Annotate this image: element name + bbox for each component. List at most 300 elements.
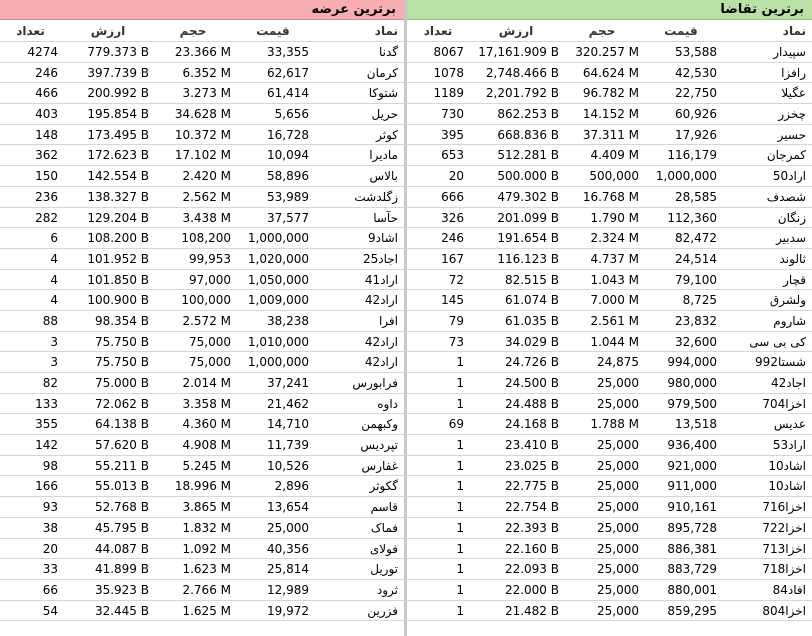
value-cell: 75.750 B	[94, 355, 149, 370]
price-cell: 33,355	[267, 45, 309, 59]
value-cell: 75.750 B	[94, 334, 149, 349]
volume-cell: 25,000	[597, 520, 639, 535]
symbol-cell: فرابورس	[352, 376, 398, 390]
volume-cell: 2.561 M	[590, 313, 639, 328]
symbol-cell: کوثر	[376, 127, 398, 142]
table-row[interactable]	[0, 476, 404, 497]
table-row[interactable]	[0, 456, 404, 477]
table-row[interactable]	[0, 580, 404, 601]
count-cell: 1189	[433, 86, 464, 101]
table-row[interactable]	[0, 145, 404, 166]
price-cell: 13,654	[267, 500, 309, 515]
volume-cell: 75,000	[189, 334, 231, 349]
symbol-cell: اخزا716	[762, 500, 806, 515]
value-cell: 32.445 B	[94, 603, 149, 618]
volume-cell: 1.625 M	[182, 603, 231, 618]
table-row[interactable]	[407, 63, 812, 84]
value-cell: 173.495 B	[87, 127, 149, 142]
value-cell: 195.854 B	[87, 107, 149, 122]
value-cell: 100.900 B	[87, 293, 149, 308]
count-cell: 150	[35, 169, 58, 184]
symbol-cell: اخزا722	[762, 520, 806, 535]
symbol-cell: اجاد25	[362, 251, 398, 266]
count-cell: 20	[42, 541, 58, 556]
volume-cell: 3.358 M	[182, 396, 231, 411]
symbol-cell: افرا	[378, 313, 398, 328]
value-cell: 479.302 B	[497, 189, 559, 204]
count-cell: 145	[441, 293, 464, 308]
price-cell: 883,729	[667, 562, 717, 577]
table-row[interactable]	[0, 63, 404, 84]
price-cell: 25,814	[267, 562, 309, 577]
table-row[interactable]	[407, 394, 812, 415]
table-row[interactable]	[0, 332, 404, 353]
table-row[interactable]	[407, 497, 812, 518]
value-cell: 138.327 B	[87, 189, 149, 204]
count-cell: 326	[441, 210, 464, 225]
table-row[interactable]	[0, 166, 404, 187]
price-cell: 936,400	[667, 438, 717, 453]
table-row[interactable]	[0, 539, 404, 560]
table-row[interactable]	[0, 518, 404, 539]
symbol-cell: حسیر	[777, 127, 806, 142]
volume-cell: 1.043 M	[590, 272, 639, 287]
volume-cell: 96.782 M	[582, 86, 639, 101]
value-cell: 172.623 B	[87, 148, 149, 163]
symbol-cell: اخزا704	[762, 396, 806, 411]
table-row[interactable]	[407, 145, 812, 166]
volume-cell: 1.092 M	[182, 541, 231, 556]
supply-table-body	[0, 42, 404, 621]
price-cell: 53,588	[675, 45, 717, 59]
value-cell: 34.029 B	[504, 334, 559, 349]
value-cell: 45.795 B	[94, 520, 149, 535]
value-cell: 108.200 B	[87, 231, 149, 246]
count-cell: 1	[456, 479, 464, 494]
price-cell: 58,896	[267, 169, 309, 184]
count-cell: 4	[50, 251, 58, 266]
count-cell: 142	[35, 438, 58, 453]
table-row[interactable]	[0, 42, 404, 63]
table-row[interactable]	[0, 249, 404, 270]
volume-cell: 1.788 M	[590, 417, 639, 432]
price-cell: 37,241	[267, 376, 309, 390]
symbol-cell: کمرجان	[766, 148, 806, 163]
price-cell: 1,009,000	[247, 293, 309, 308]
count-cell: 6	[50, 231, 58, 246]
table-row[interactable]	[0, 373, 404, 394]
panel-title: برترین تقاضا	[407, 0, 812, 20]
table-row[interactable]	[407, 208, 812, 229]
value-cell: 500.000 B	[497, 169, 559, 184]
price-cell: 886,381	[667, 541, 717, 556]
value-cell: 2,201.792 B	[485, 86, 559, 101]
price-cell: 859,295	[667, 603, 717, 618]
count-cell: 1078	[433, 65, 464, 80]
header-value: ارزش	[90, 24, 126, 38]
table-row[interactable]	[407, 476, 812, 497]
header-count: تعداد	[423, 24, 453, 38]
value-cell: 191.654 B	[497, 231, 559, 246]
volume-cell: 25,000	[597, 582, 639, 597]
count-cell: 1	[456, 458, 464, 473]
volume-cell: 23.366 M	[174, 45, 231, 59]
table-row[interactable]	[407, 290, 812, 311]
symbol-cell: چخزر	[778, 107, 806, 122]
value-cell: 779.373 B	[87, 45, 149, 59]
volume-cell: 4.409 M	[590, 148, 639, 163]
value-cell: 22.754 B	[504, 500, 559, 515]
volume-cell: 10.372 M	[174, 127, 231, 142]
count-cell: 1	[456, 500, 464, 515]
price-cell: 1,020,000	[247, 251, 309, 266]
count-cell: 1	[456, 438, 464, 453]
symbol-cell: اراد41	[364, 272, 398, 287]
value-cell: 64.138 B	[94, 417, 149, 432]
symbol-cell: زگلدشت	[354, 189, 398, 204]
symbol-cell: تپردیس	[360, 438, 398, 453]
price-cell: 40,356	[267, 541, 309, 556]
header-value: ارزش	[498, 24, 534, 38]
volume-cell: 2.572 M	[182, 313, 231, 328]
symbol-cell: شتوکا	[368, 86, 398, 101]
volume-cell: 25,000	[597, 458, 639, 473]
volume-cell: 2.420 M	[182, 169, 231, 184]
header-price: قیمت	[664, 24, 698, 38]
value-cell: 22.160 B	[504, 541, 559, 556]
header-volume: حجم	[179, 24, 207, 38]
table-row[interactable]	[407, 580, 812, 601]
price-cell: 79,100	[675, 272, 717, 287]
value-cell: 129.204 B	[87, 210, 149, 225]
table-row[interactable]	[407, 373, 812, 394]
value-cell: 61.074 B	[504, 293, 559, 308]
price-cell: 10,526	[267, 458, 309, 473]
value-cell: 21.482 B	[504, 603, 559, 618]
price-cell: 22,750	[675, 86, 717, 101]
count-cell: 1	[456, 520, 464, 535]
volume-cell: 25,000	[597, 396, 639, 411]
count-cell: 362	[35, 148, 58, 163]
value-cell: 23.025 B	[504, 458, 559, 473]
price-cell: 5,656	[274, 107, 309, 122]
table-row[interactable]	[0, 559, 404, 580]
symbol-cell: اخزا718	[762, 562, 806, 577]
volume-cell: 34.628 M	[174, 107, 231, 122]
volume-cell: 2.324 M	[590, 231, 639, 246]
price-cell: 994,000	[667, 355, 717, 370]
symbol-cell: عگیلا	[781, 86, 806, 101]
price-cell: 1,000,000	[247, 231, 309, 246]
symbol-cell: شصدف	[766, 189, 806, 204]
volume-cell: 6.352 M	[182, 65, 231, 80]
value-cell: 41.899 B	[94, 562, 149, 577]
price-cell: 911,000	[667, 479, 717, 494]
table-row[interactable]	[407, 270, 812, 291]
count-cell: 1	[456, 396, 464, 411]
header-symbol: نماد	[782, 24, 806, 38]
value-cell: 101.952 B	[87, 251, 149, 266]
count-cell: 1	[456, 376, 464, 390]
volume-cell: 14.152 M	[582, 107, 639, 122]
volume-cell: 24,875	[597, 355, 639, 370]
value-cell: 57.620 B	[94, 438, 149, 453]
price-cell: 62,617	[267, 65, 309, 80]
volume-cell: 75,000	[189, 355, 231, 370]
symbol-cell: اشاد10	[768, 458, 806, 473]
table-row[interactable]	[0, 125, 404, 146]
header-price: قیمت	[256, 24, 290, 38]
price-cell: 12,989	[267, 582, 309, 597]
price-cell: 21,462	[267, 396, 309, 411]
price-cell: 23,832	[675, 313, 717, 328]
table-row[interactable]	[0, 208, 404, 229]
count-cell: 3	[50, 355, 58, 370]
symbol-cell: ثرود	[376, 582, 398, 597]
value-cell: 75.000 B	[94, 376, 149, 390]
price-cell: 14,710	[267, 417, 309, 432]
volume-cell: 4.737 M	[590, 251, 639, 266]
price-cell: 1,050,000	[247, 272, 309, 287]
table-row[interactable]	[407, 311, 812, 332]
volume-cell: 3.865 M	[182, 500, 231, 515]
volume-cell: 2.014 M	[182, 376, 231, 390]
price-cell: 116,179	[667, 148, 717, 163]
table-row[interactable]	[407, 352, 812, 373]
volume-cell: 99,953	[189, 251, 231, 266]
count-cell: 167	[441, 251, 464, 266]
price-cell: 1,010,000	[247, 334, 309, 349]
top-demand-panel	[407, 0, 812, 636]
price-cell: 32,600	[675, 334, 717, 349]
count-cell: 653	[441, 148, 464, 163]
value-cell: 862.253 B	[497, 107, 559, 122]
count-cell: 82	[42, 376, 58, 390]
volume-cell: 1.623 M	[182, 562, 231, 577]
count-cell: 72	[448, 272, 464, 287]
symbol-cell: ثالوند	[779, 251, 806, 266]
volume-cell: 25,000	[597, 541, 639, 556]
volume-cell: 5.245 M	[182, 458, 231, 473]
volume-cell: 1.044 M	[590, 334, 639, 349]
table-row[interactable]	[407, 104, 812, 125]
table-row[interactable]	[0, 435, 404, 456]
volume-cell: 25,000	[597, 376, 639, 390]
table-row[interactable]	[0, 187, 404, 208]
table-row[interactable]	[0, 352, 404, 373]
table-row[interactable]	[0, 83, 404, 104]
count-cell: 88	[42, 313, 58, 328]
value-cell: 82.515 B	[504, 272, 559, 287]
count-cell: 8067	[433, 45, 464, 59]
count-cell: 236	[35, 189, 58, 204]
symbol-cell: اراد53	[772, 438, 806, 453]
volume-cell: 2.562 M	[182, 189, 231, 204]
value-cell: 24.500 B	[504, 376, 559, 390]
price-cell: 13,518	[675, 417, 717, 432]
table-row[interactable]	[407, 601, 812, 622]
table-row[interactable]	[0, 414, 404, 435]
table-header	[407, 20, 812, 42]
count-cell: 1	[456, 541, 464, 556]
symbol-cell: زنگان	[777, 210, 806, 225]
table-row[interactable]	[0, 394, 404, 415]
symbol-cell: اشاد10	[768, 479, 806, 494]
count-cell: 246	[35, 65, 58, 80]
table-row[interactable]	[407, 166, 812, 187]
demand-table-body	[407, 42, 812, 621]
symbol-cell: اراد42	[364, 293, 398, 308]
value-cell: 397.739 B	[87, 65, 149, 80]
symbol-cell: گدنا	[378, 45, 398, 59]
symbol-cell: قاسم	[370, 500, 398, 515]
table-row[interactable]	[407, 228, 812, 249]
table-row[interactable]	[407, 414, 812, 435]
symbol-cell: اجاد42	[770, 376, 806, 390]
table-row[interactable]	[0, 270, 404, 291]
value-cell: 142.554 B	[87, 169, 149, 184]
symbol-cell: حریل	[371, 107, 398, 122]
table-row[interactable]	[407, 539, 812, 560]
volume-cell: 25,000	[597, 479, 639, 494]
volume-cell: 17.102 M	[174, 148, 231, 163]
value-cell: 512.281 B	[497, 148, 559, 163]
value-cell: 24.168 B	[504, 417, 559, 432]
price-cell: 53,989	[267, 189, 309, 204]
table-row[interactable]	[407, 332, 812, 353]
panel-title: برترین عرضه	[0, 0, 404, 20]
price-cell: 910,161	[667, 500, 717, 515]
value-cell: 2,748.466 B	[485, 65, 559, 80]
volume-cell: 3.273 M	[182, 86, 231, 101]
count-cell: 133	[35, 396, 58, 411]
table-row[interactable]	[407, 435, 812, 456]
symbol-cell: اشاد9	[367, 231, 398, 246]
value-cell: 44.087 B	[94, 541, 149, 556]
value-cell: 72.062 B	[94, 396, 149, 411]
count-cell: 403	[35, 107, 58, 122]
symbol-cell: داوه	[377, 396, 398, 411]
price-cell: 980,000	[667, 376, 717, 390]
count-cell: 466	[35, 86, 58, 101]
header-symbol: نماد	[374, 24, 398, 38]
symbol-cell: شاروم	[773, 313, 806, 328]
volume-cell: 25,000	[597, 562, 639, 577]
volume-cell: 64.624 M	[582, 65, 639, 80]
table-row[interactable]	[407, 125, 812, 146]
table-row[interactable]	[0, 104, 404, 125]
count-cell: 148	[35, 127, 58, 142]
table-row[interactable]	[0, 311, 404, 332]
volume-cell: 500,000	[589, 169, 639, 184]
table-row[interactable]	[407, 456, 812, 477]
price-cell: 979,500	[667, 396, 717, 411]
price-cell: 895,728	[667, 520, 717, 535]
count-cell: 1	[456, 582, 464, 597]
price-cell: 82,472	[675, 231, 717, 246]
table-row[interactable]	[407, 518, 812, 539]
price-cell: 19,972	[267, 603, 309, 618]
count-cell: 20	[448, 169, 464, 184]
count-cell: 1	[456, 603, 464, 618]
count-cell: 98	[42, 458, 58, 473]
volume-cell: 1.790 M	[590, 210, 639, 225]
symbol-cell: اخزا713	[762, 541, 806, 556]
symbol-cell: اراد50	[772, 169, 806, 184]
value-cell: 61.035 B	[504, 313, 559, 328]
symbol-cell: اراد42	[364, 355, 398, 370]
volume-cell: 100,000	[181, 293, 231, 308]
table-row[interactable]	[0, 290, 404, 311]
price-cell: 61,414	[267, 86, 309, 101]
volume-cell: 18.996 M	[174, 479, 231, 494]
symbol-cell: غفارس	[361, 458, 398, 473]
count-cell: 4	[50, 293, 58, 308]
top-supply-panel	[0, 0, 404, 636]
table-row[interactable]	[0, 601, 404, 622]
price-cell: 1,000,000	[655, 169, 717, 184]
symbol-cell: اخزا804	[762, 603, 806, 618]
value-cell: 24.726 B	[504, 355, 559, 370]
price-cell: 16,728	[267, 127, 309, 142]
count-cell: 395	[441, 127, 464, 142]
volume-cell: 25,000	[597, 438, 639, 453]
price-cell: 24,514	[675, 251, 717, 266]
count-cell: 54	[42, 603, 58, 618]
table-row[interactable]	[407, 187, 812, 208]
table-row[interactable]	[407, 559, 812, 580]
count-cell: 166	[35, 479, 58, 494]
price-cell: 60,926	[675, 107, 717, 122]
table-row[interactable]	[407, 83, 812, 104]
header-count: تعداد	[16, 24, 45, 38]
value-cell: 201.099 B	[497, 210, 559, 225]
table-row[interactable]	[407, 42, 812, 63]
volume-cell: 16.768 M	[582, 189, 639, 204]
symbol-cell: اراد42	[364, 334, 398, 349]
symbol-cell: فزرین	[367, 603, 398, 618]
value-cell: 22.393 B	[504, 520, 559, 535]
symbol-cell: کرمان	[366, 65, 398, 80]
value-cell: 23.410 B	[504, 438, 559, 453]
value-cell: 55.211 B	[94, 458, 149, 473]
table-row[interactable]	[407, 249, 812, 270]
value-cell: 22.775 B	[504, 479, 559, 494]
table-row[interactable]	[0, 497, 404, 518]
value-cell: 55.013 B	[94, 479, 149, 494]
symbol-cell: فماک	[370, 520, 398, 535]
symbol-cell: بالاس	[369, 169, 398, 184]
symbol-cell: شستا992	[755, 355, 806, 370]
price-cell: 28,585	[675, 189, 717, 204]
price-cell: 11,739	[267, 438, 309, 453]
value-cell: 35.923 B	[94, 582, 149, 597]
count-cell: 282	[35, 210, 58, 225]
volume-cell: 2.766 M	[182, 582, 231, 597]
price-cell: 25,000	[267, 520, 309, 535]
value-cell: 22.093 B	[504, 562, 559, 577]
count-cell: 1	[456, 355, 464, 370]
price-cell: 2,896	[274, 479, 309, 494]
volume-cell: 4.360 M	[182, 417, 231, 432]
price-cell: 10,094	[267, 148, 309, 163]
price-cell: 112,360	[667, 210, 717, 225]
value-cell: 101.850 B	[87, 272, 149, 287]
volume-cell: 97,000	[189, 272, 231, 287]
table-row[interactable]	[0, 228, 404, 249]
volume-cell: 320.257 M	[575, 45, 639, 59]
count-cell: 246	[441, 231, 464, 246]
